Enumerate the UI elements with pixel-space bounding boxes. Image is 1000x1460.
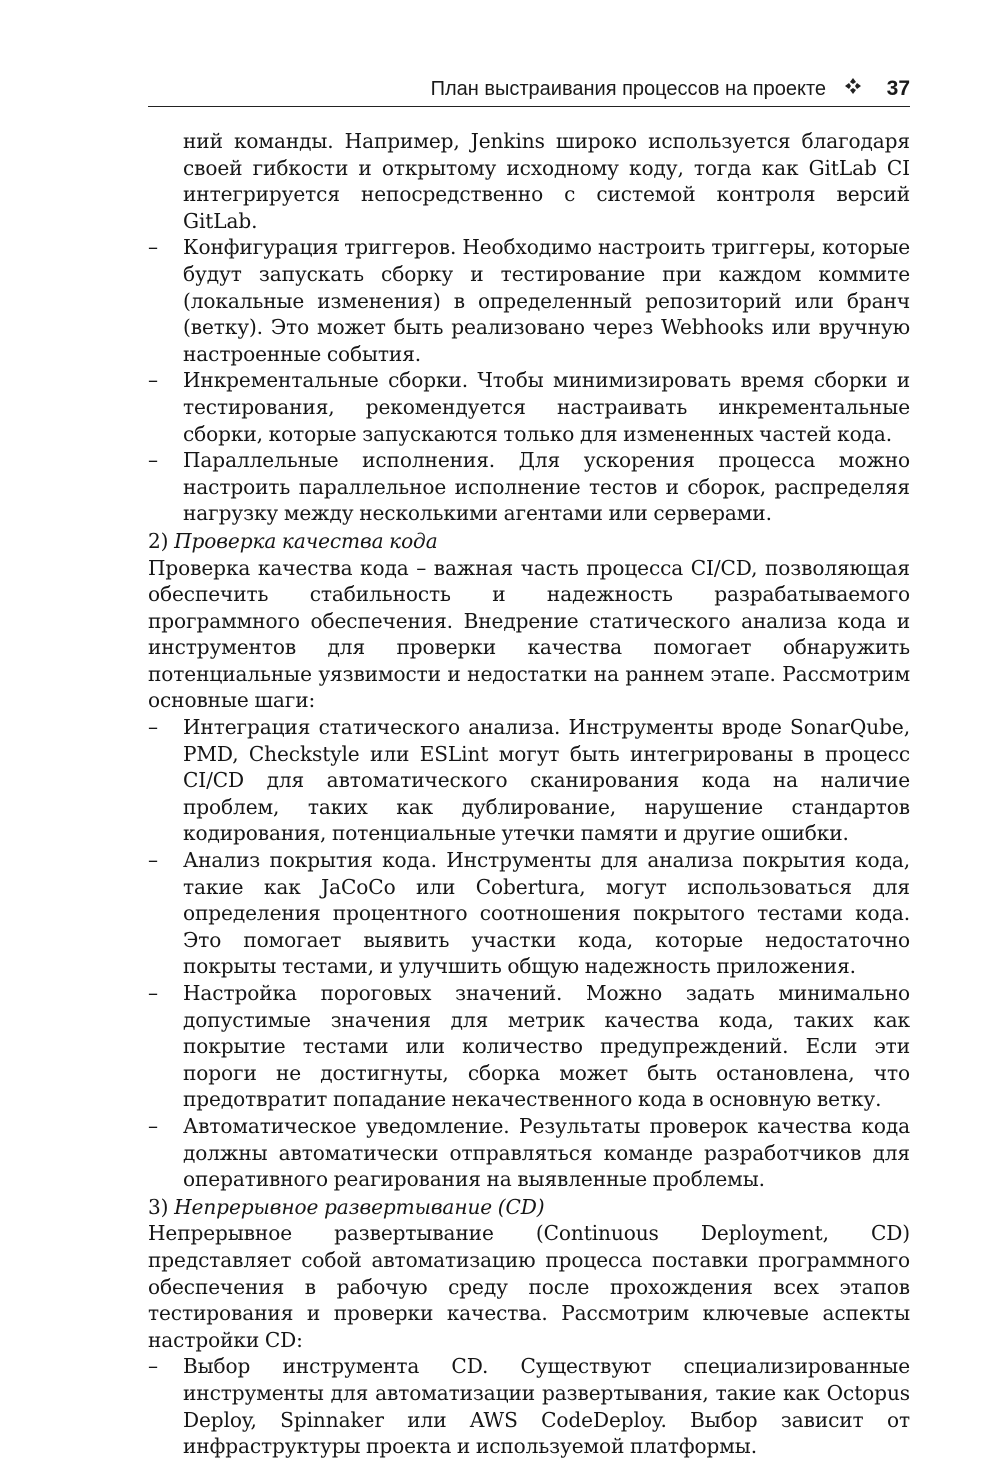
list-item-text: Конфигурация триггеров. Необходимо настроить триггеры, которые будут запускать сборку и тестирование при каждом коммите (локальные изменения) в определенный репозиторий или бранч (ветку). Это может быть реализовано через Webhooks или вручную настроенные события.	[183, 235, 910, 366]
section-2-heading	[148, 528, 910, 555]
section-3-heading	[148, 1194, 910, 1221]
bullet-dash: –	[148, 848, 158, 873]
bullet-dash: –	[148, 448, 158, 473]
list-item	[148, 234, 910, 367]
list-item-text: Выбор инструмента CD. Существуют специализированные инструменты для автоматизации развертывания, такие как Octopus Deploy, Spinnaker или AWS CodeDeploy. Выбор зависит от инфраструктуры проекта и используемой платформы.	[183, 1354, 910, 1459]
page-number: 37	[886, 77, 910, 100]
bullet-dash: –	[148, 715, 158, 740]
section-3-paragraph: Непрерывное развертывание (Continuous Deployment, CD) представляет собой автоматизацию процесса поставки программного обеспечения в рабочую среду после прохождения всех этапов тестирования и проверки качества. Рассмотрим ключевые аспекты настройки CD:	[148, 1221, 910, 1352]
bullet-dash: –	[148, 981, 158, 1005]
list-item-text: Интеграция статического анализа. Инструменты вроде SonarQube, PMD, Checkstyle или ESLint могут быть интегрированы в процесс CI/CD для автоматического сканирования кода на наличие проблем, таких как дублирование, нарушение стандартов кодирования, потенциальные утечки памяти и другие ошибки.	[183, 715, 910, 846]
section-number: 3)	[148, 1194, 169, 1219]
bullet-dash: –	[148, 1354, 158, 1379]
diamond-ornament-icon	[844, 77, 862, 95]
list-item	[148, 1113, 910, 1193]
list-item-text: Настройка пороговых значений. Можно задать минимально допустимые значения для метрик качества кода, таких как покрытие тестами или количество предупреждений. Если эти пороги не достигнуты, сборка может быть остановлена, что предотвратит попадание некачественного кода в основную ветку.	[183, 981, 910, 1112]
bullet-list-1	[148, 234, 910, 527]
list-item	[148, 1353, 910, 1459]
list-item	[148, 367, 910, 447]
running-head-title: План выстраивания процессов на проекте	[430, 78, 826, 100]
list-item-text: Автоматическое уведомление. Результаты проверок качества кода должны автоматически отправляться команде разработчиков для оперативного реагирования на выявленные проблемы.	[183, 1113, 910, 1192]
bullet-list-3	[148, 1353, 910, 1459]
bullet-dash: –	[148, 368, 158, 393]
list-item	[148, 980, 910, 1113]
list-item-text: Инкрементальные сборки. Чтобы минимизировать время сборки и тестирования, рекомендуется настраивать инкрементальные сборки, которые запускаются только для измененных частей кода.	[183, 368, 910, 446]
list-item	[148, 447, 910, 527]
section-2-paragraph: Проверка качества кода – важная часть процесса CI/CD, позволяющая обеспечить стабильность и надежность разрабатываемого программного обеспечения. Внедрение статического анализа кода и инструментов для проверки качества помогает обнаружить потенциальные уязвимости и недостатки на раннем этапе. Рассмотрим основные шаги:	[148, 555, 910, 713]
running-head	[148, 72, 910, 107]
list-item	[148, 847, 910, 980]
page-body	[148, 128, 910, 1460]
bullet-list-2	[148, 714, 910, 1193]
list-item-text: Анализ покрытия кода. Инструменты для анализа покрытия кода, такие как JaCoCo или Cobertura, могут использоваться для определения процентного соотношения покрытого тестами кода. Это помогает выявить участки кода, которые недостаточно покрыты тестами, и улучшить общую надежность приложения.	[183, 848, 910, 979]
list-item	[148, 714, 910, 847]
section-number: 2)	[148, 528, 169, 553]
bullet-dash: –	[148, 235, 158, 260]
bullet-dash: –	[148, 1113, 158, 1138]
list-item-text: Параллельные исполнения. Для ускорения процесса можно настроить параллельное исполнение тестов и сборок, распределяя нагрузку между несколькими агентами или серверами.	[183, 448, 910, 526]
section-title: Проверка качества кода	[174, 528, 438, 553]
section-title: Непрерывное развертывание (CD)	[174, 1194, 545, 1219]
continued-paragraph: ний команды. Например, Jenkins широко используется благодаря своей гибкости и открытому исходному коду, тогда как GitLab CI интегрируется непосредственно с системой контроля версий GitLab.	[183, 129, 910, 233]
